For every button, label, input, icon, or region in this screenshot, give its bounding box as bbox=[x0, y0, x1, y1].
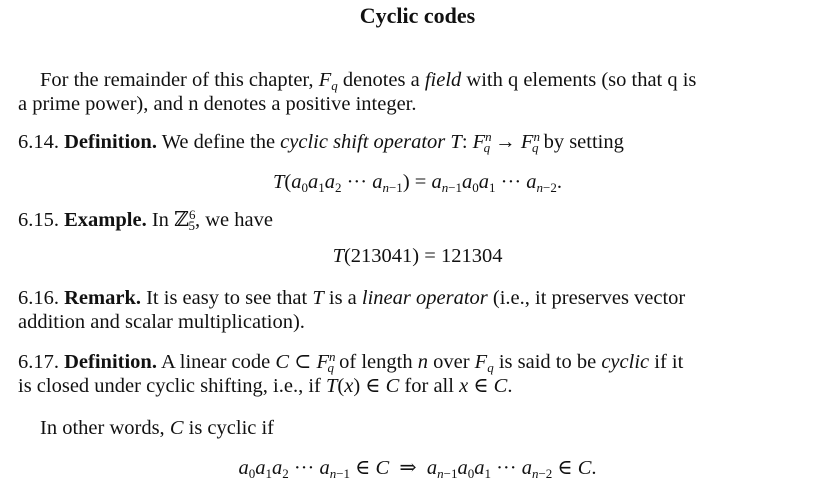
item-number: 6.14. bbox=[18, 131, 59, 153]
math-t: T bbox=[312, 287, 324, 309]
page-title: Cyclic codes bbox=[359, 3, 476, 28]
item-heading: Definition. bbox=[64, 351, 157, 373]
intro-line-2: a prime power), and n denotes a positive integer. bbox=[18, 93, 417, 115]
intro-text: For the remainder of this chapter, bbox=[40, 69, 314, 91]
remark-6-16 bbox=[18, 286, 823, 310]
item-text: (i.e., it preserves vector bbox=[492, 287, 686, 309]
math-fq: $F_q$ bbox=[318, 69, 338, 93]
item-text: A linear code bbox=[160, 351, 271, 373]
other-words: In other words, C is cyclic if bbox=[40, 417, 275, 439]
math-z5-6: ℤ$^6_5$ bbox=[174, 207, 196, 233]
formula-rhs: 121304 bbox=[440, 245, 503, 267]
math-operator-map: T bbox=[450, 131, 462, 153]
emph-term: cyclic shift operator bbox=[280, 131, 446, 153]
intro-text: with q elements (so that q is bbox=[466, 69, 697, 91]
intro-text: denotes a bbox=[342, 69, 420, 91]
definition-6-14: 6.14. Definition. We define the cyclic shift operator T: $F^n_q \to F^n_q$ by setting bbox=[18, 129, 624, 155]
example-6-15 bbox=[18, 208, 823, 232]
formula-cyclic-shift: $T(a_0a_1a_2$ ··· $a_{n-1}) = a_{n-1}a_0a_1$ ··· $a_{n-2}$. bbox=[273, 171, 562, 195]
item-text: It is easy to see that bbox=[146, 287, 308, 309]
item-text: for all bbox=[404, 375, 454, 397]
emph-term: linear operator bbox=[361, 287, 488, 309]
item-text: is said to be bbox=[498, 351, 597, 373]
item-text: over bbox=[433, 351, 470, 373]
formula-lhs: T(213041) bbox=[332, 245, 420, 267]
item-heading: Remark. bbox=[64, 287, 141, 309]
math-fqn: $F^n_q$ bbox=[472, 129, 492, 155]
math-fqn: $F^n_q$ bbox=[520, 129, 540, 155]
item-heading: Definition. bbox=[64, 131, 157, 153]
definition-6-17-line-2: is closed under cyclic shifting, i.e., if T(x) ∈ C for all x ∈ C. bbox=[18, 375, 513, 397]
definition-6-17: 6.17. Definition. A linear code C ⊂ $F^n_q$ of length n over $F_q$ is said to be cyclic if it bbox=[18, 349, 684, 375]
formula-cyclic-condition: $a_0a_1a_2$ ··· $a_{n-1}$ ∈ C ⇒ $a_{n-1}a_0a_1$ ··· $a_{n-2}$ ∈ C. bbox=[238, 457, 597, 481]
item-text: In other words, bbox=[40, 417, 165, 439]
item-heading: Example. bbox=[64, 209, 147, 231]
emph-term: cyclic bbox=[601, 351, 650, 373]
item-text: is cyclic if bbox=[188, 417, 275, 439]
item-text: by setting bbox=[543, 131, 624, 153]
item-number: 6.17. bbox=[18, 351, 59, 373]
item-number: 6.16. bbox=[18, 287, 59, 309]
item-text: , we have bbox=[195, 209, 273, 231]
emph-field: field bbox=[424, 69, 462, 91]
item-text: if it bbox=[654, 351, 684, 373]
item-text: We define the bbox=[161, 131, 276, 153]
remark-line-2: addition and scalar multiplication). bbox=[18, 311, 305, 333]
item-text: of length bbox=[339, 351, 413, 373]
item-text: is a bbox=[328, 287, 357, 309]
formula-example: T(213041) = 121304 bbox=[332, 245, 503, 267]
item-number: 6.15. bbox=[18, 209, 59, 231]
item-text: is closed under cyclic shifting, i.e., if bbox=[18, 375, 321, 397]
intro-line-1 bbox=[18, 68, 823, 92]
item-text: In bbox=[151, 209, 169, 231]
